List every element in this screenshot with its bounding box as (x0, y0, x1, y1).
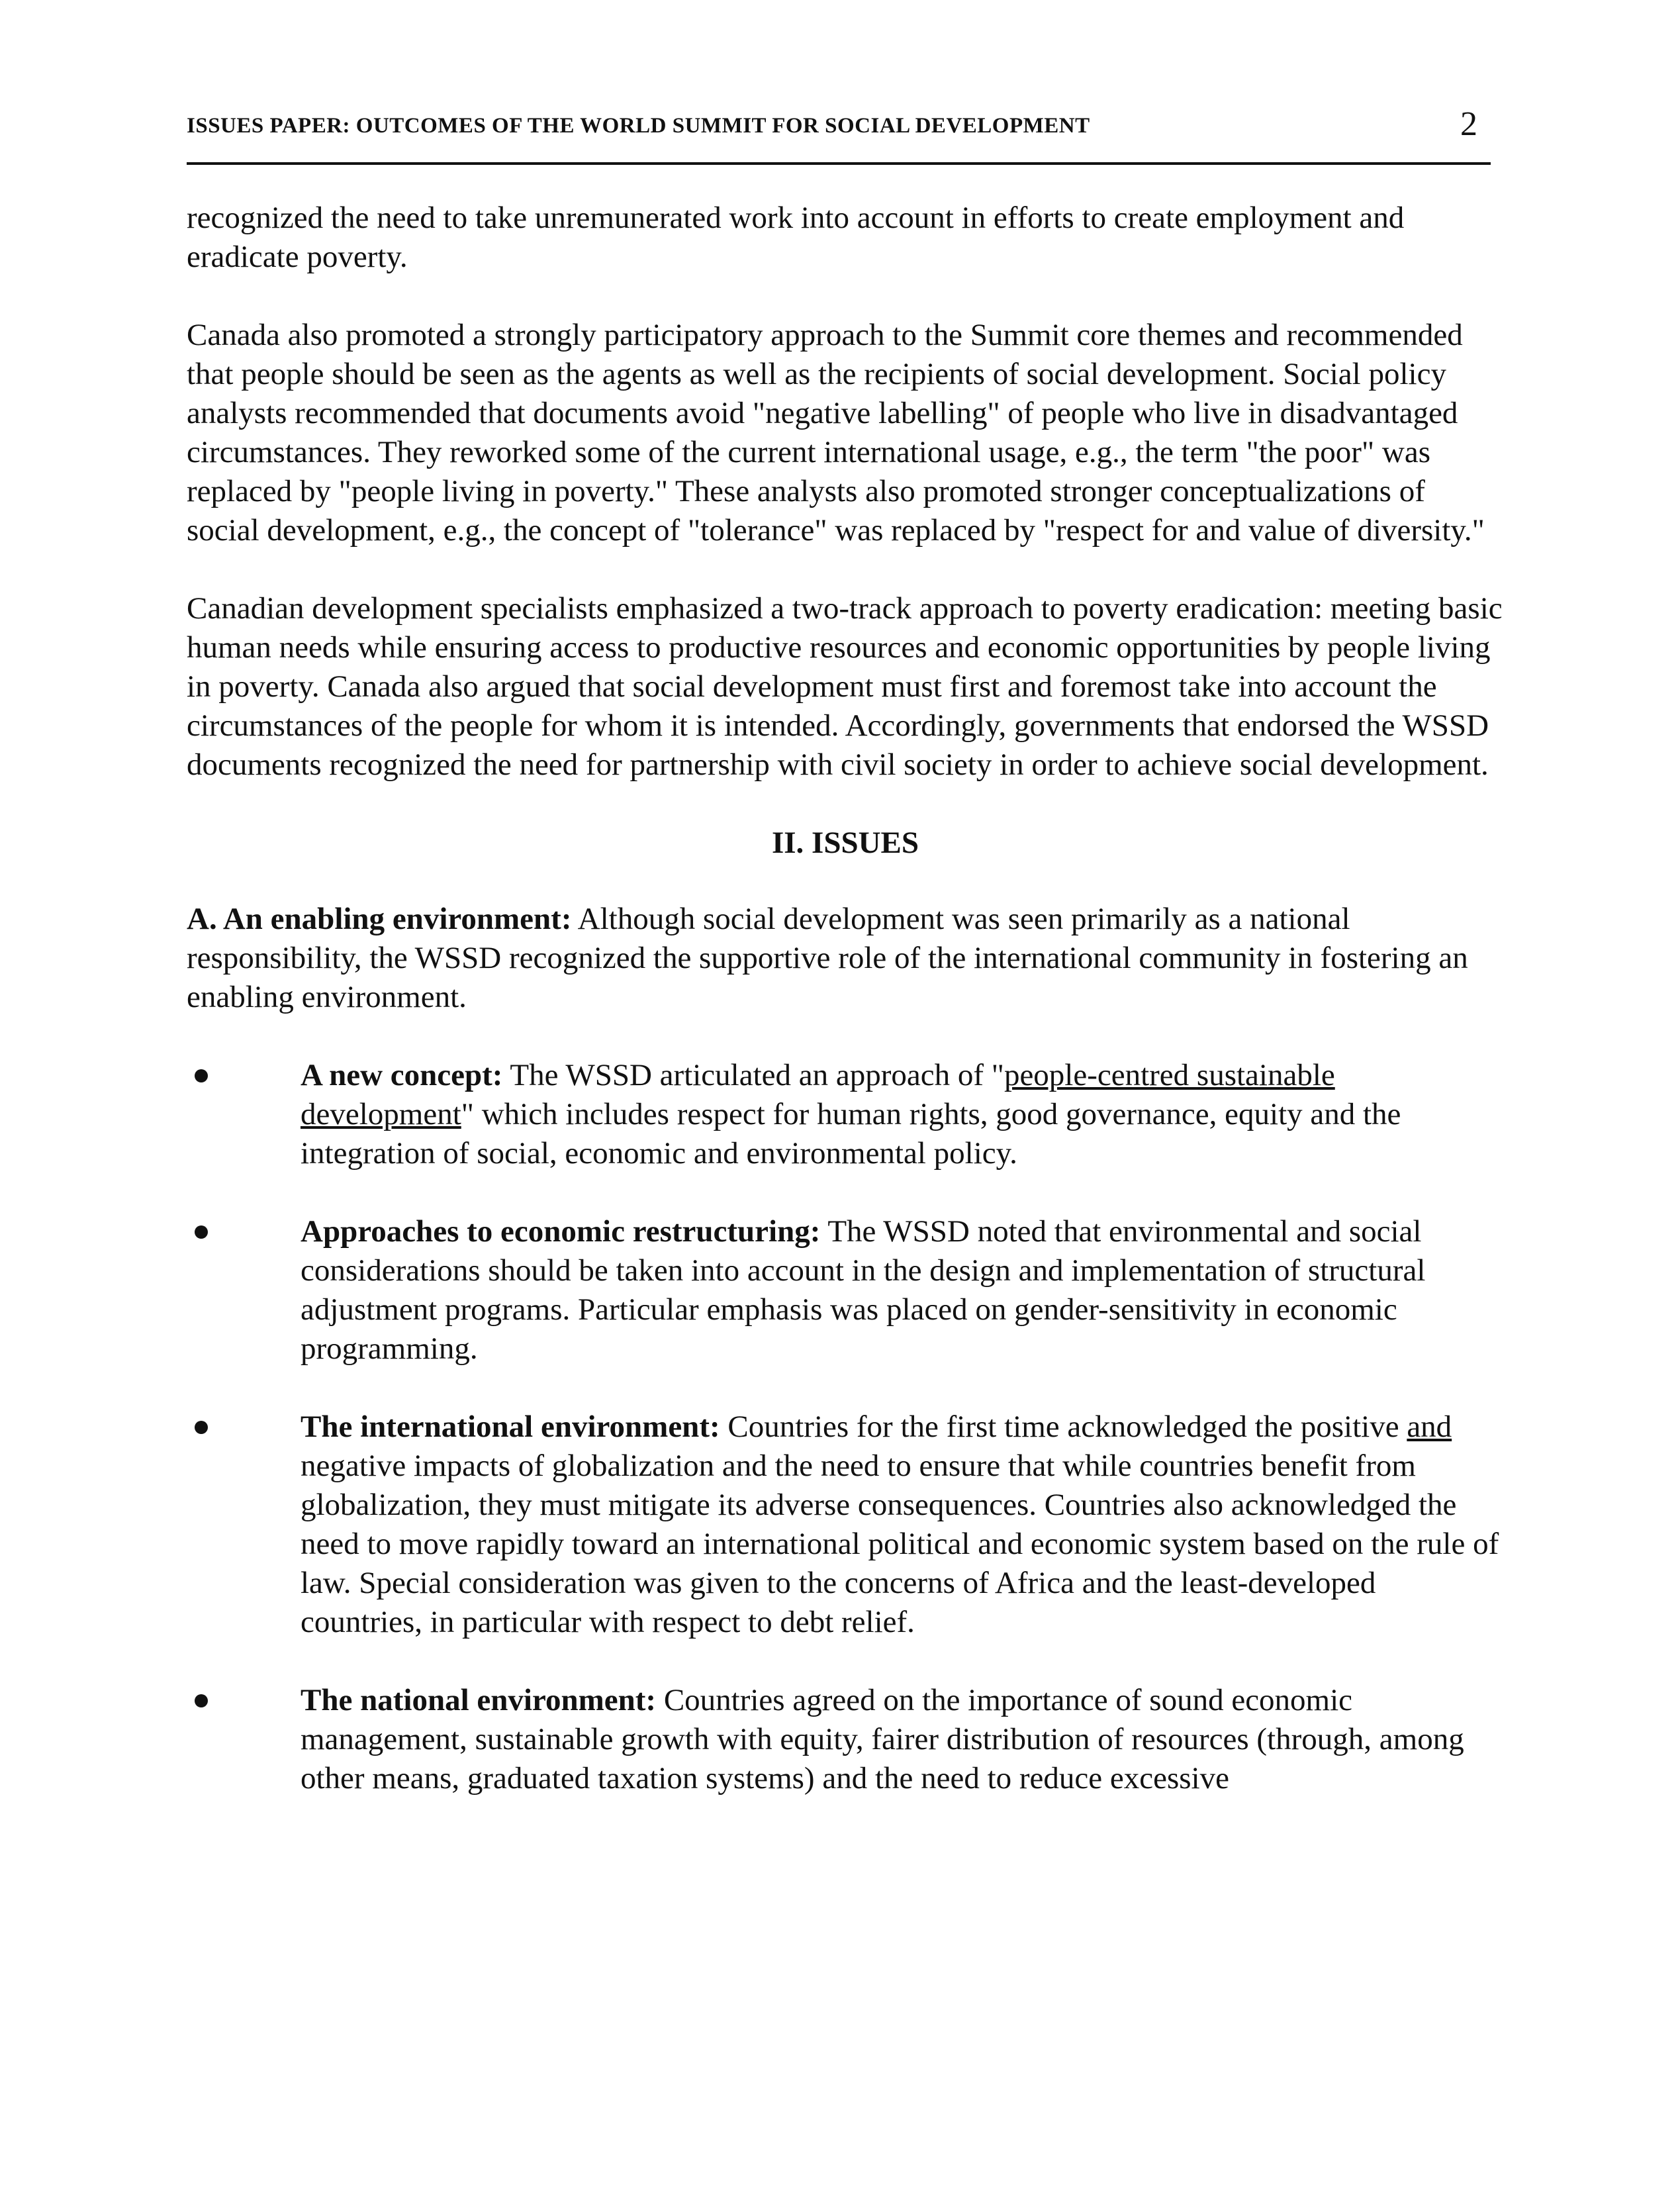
bullet-item-national-environment (187, 1681, 1504, 1798)
bullet-text: The WSSD noted that environmental and social considerations should be taken into account in the design and implementation of structural adjustment programs. Particular emphasis was placed on gender-sensitivity in economic programming. (301, 1214, 1426, 1366)
bullet-term: A new concept: (301, 1058, 503, 1092)
running-header (187, 105, 1491, 151)
bullet-dot-icon (195, 1069, 208, 1082)
bullet-dot-icon (195, 1421, 208, 1434)
page-number: 2 (1460, 105, 1477, 143)
document-body (187, 199, 1504, 1837)
bullet-text: The WSSD articulated an approach of " (510, 1058, 1004, 1092)
section-heading: II. ISSUES (771, 826, 919, 860)
paragraph-1: recognized the need to take unremunerated work into account in efforts to create employment and eradicate poverty. (187, 201, 1405, 274)
bullet-term: Approaches to economic restructuring: (301, 1214, 821, 1249)
bullet-dot-icon (195, 1225, 208, 1239)
bullet-text-continued: " which includes respect for human rights, good governance, equity and the integration of social, economic and environmental policy. (301, 1097, 1401, 1171)
bullet-dot-icon (195, 1694, 208, 1707)
bullet-term: The national environment: (301, 1683, 657, 1717)
paragraph-3: Canadian development specialists emphasized a two-track approach to poverty eradication: meeting basic human needs while ensuring access to productive resources and economic opportunities by people living in poverty. Canada also argued that social development must first and foremost take into account the circumstances of the people for whom it is intended. Accordingly, governments that endorsed the WSSD documents recognized the need for partnership with civil society in order to achieve social development. (187, 591, 1503, 782)
subsection-text: Although social development was seen primarily as a national responsibility, the WSSD recognized the supportive role of the international community in fostering an enabling environment. (187, 902, 1468, 1014)
bullet-item-international-environment (187, 1408, 1504, 1642)
header-title: ISSUES PAPER: OUTCOMES OF THE WORLD SUMMIT FOR SOCIAL DEVELOPMENT (187, 114, 1090, 138)
bullet-term: The international environment: (301, 1410, 720, 1444)
bullet-item-economic-restructuring (187, 1212, 1504, 1368)
bullet-item-new-concept (187, 1056, 1504, 1173)
bullet-list (187, 1056, 1504, 1798)
paragraph-2: Canada also promoted a strongly participatory approach to the Summit core themes and recommended that people should be seen as the agents as well as the recipients of social development. Social policy analysts recommended that documents avoid "negative labelling" of people who live in disadvantaged circumstances. They reworked some of the current international usage, e.g., the term "the poor" was replaced by "people living in poverty." These analysts also promoted stronger conceptualizations of social development, e.g., the concept of "tolerance" was replaced by "respect for and value of diversity." (187, 318, 1485, 548)
bullet-text: Countries agreed on the importance of sound economic management, sustainable growth with equity, fairer distribution of resources (through, among other means, graduated taxation systems) and the need to reduce excessive (301, 1683, 1464, 1796)
underlined-phrase: people-centred sustainable development (301, 1058, 1335, 1131)
header-divider (187, 162, 1491, 165)
subsection-label: A. An enabling environment: (187, 902, 572, 936)
bullet-text: Countries for the first time acknowledged the positive (727, 1410, 1407, 1444)
underlined-phrase: and (1407, 1410, 1452, 1444)
subsection-paragraph (187, 900, 1504, 1017)
bullet-text-continued: negative impacts of globalization and the need to ensure that while countries benefit from globalization, they must mitigate its adverse consequences. Countries also acknowledged the need to move rapidly toward an international political and economic system based on the rule of law. Special consideration was given to the concerns of Africa and the least-developed countries, in particular with respect to debt relief. (301, 1449, 1499, 1639)
